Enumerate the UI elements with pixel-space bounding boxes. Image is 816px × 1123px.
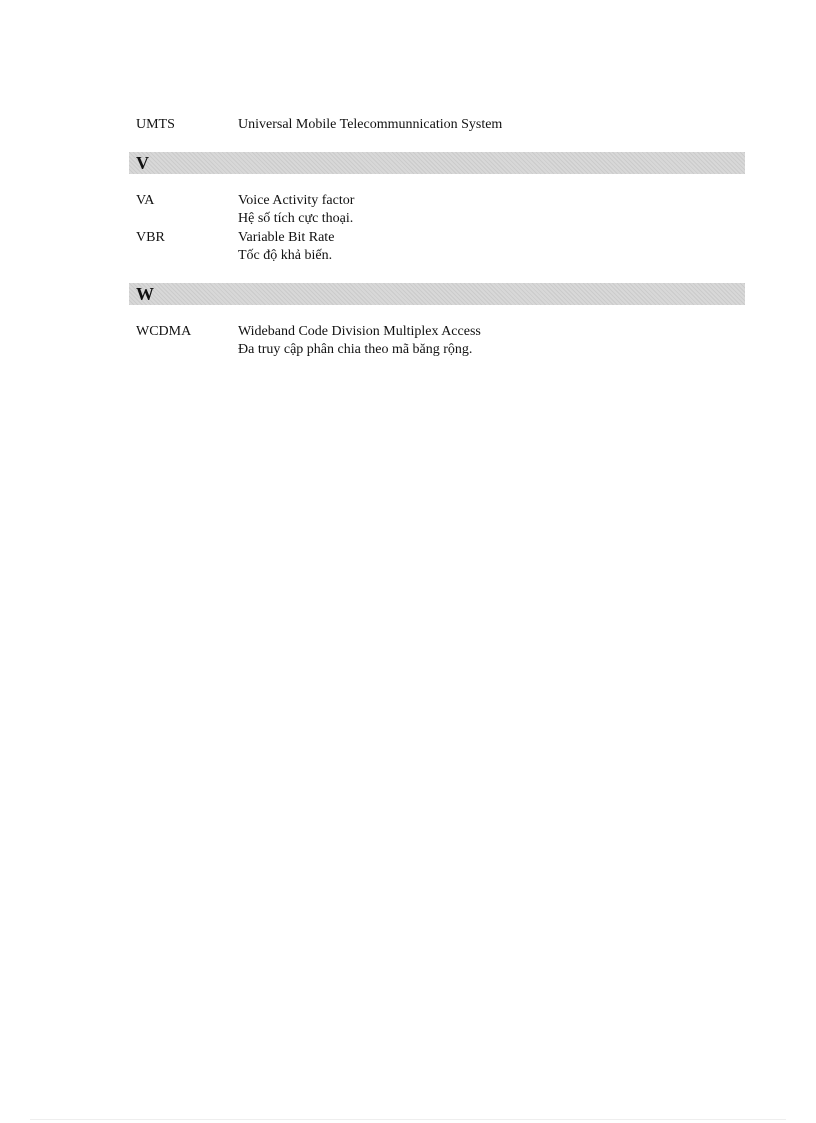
entry-definition (238, 116, 502, 134)
section-letter: V (136, 153, 149, 173)
definition-vietnamese: Tốc độ khả biến. (238, 248, 333, 263)
entry-abbreviation: VBR (136, 230, 165, 245)
page-bottom-divider (30, 1119, 786, 1120)
definition-english: Universal Mobile Telecommunnication System (238, 117, 503, 132)
entry-definition (238, 192, 354, 228)
entry-abbreviation: WCDMA (136, 324, 192, 339)
entry-definition (238, 323, 481, 359)
entry-abbreviation: VA (136, 193, 155, 208)
definition-english: Voice Activity factor (238, 193, 355, 208)
section-letter: W (136, 284, 154, 304)
entry-definition (238, 229, 334, 265)
section-header-w (129, 283, 745, 305)
definition-english: Wideband Code Division Multiplex Access (238, 324, 481, 339)
definition-english: Variable Bit Rate (238, 230, 335, 245)
entry-abbreviation: UMTS (136, 117, 175, 132)
definition-vietnamese: Đa truy cập phân chia theo mã băng rộng. (238, 342, 473, 357)
definition-vietnamese: Hệ số tích cực thoại. (238, 211, 354, 226)
section-header-v (129, 152, 745, 174)
